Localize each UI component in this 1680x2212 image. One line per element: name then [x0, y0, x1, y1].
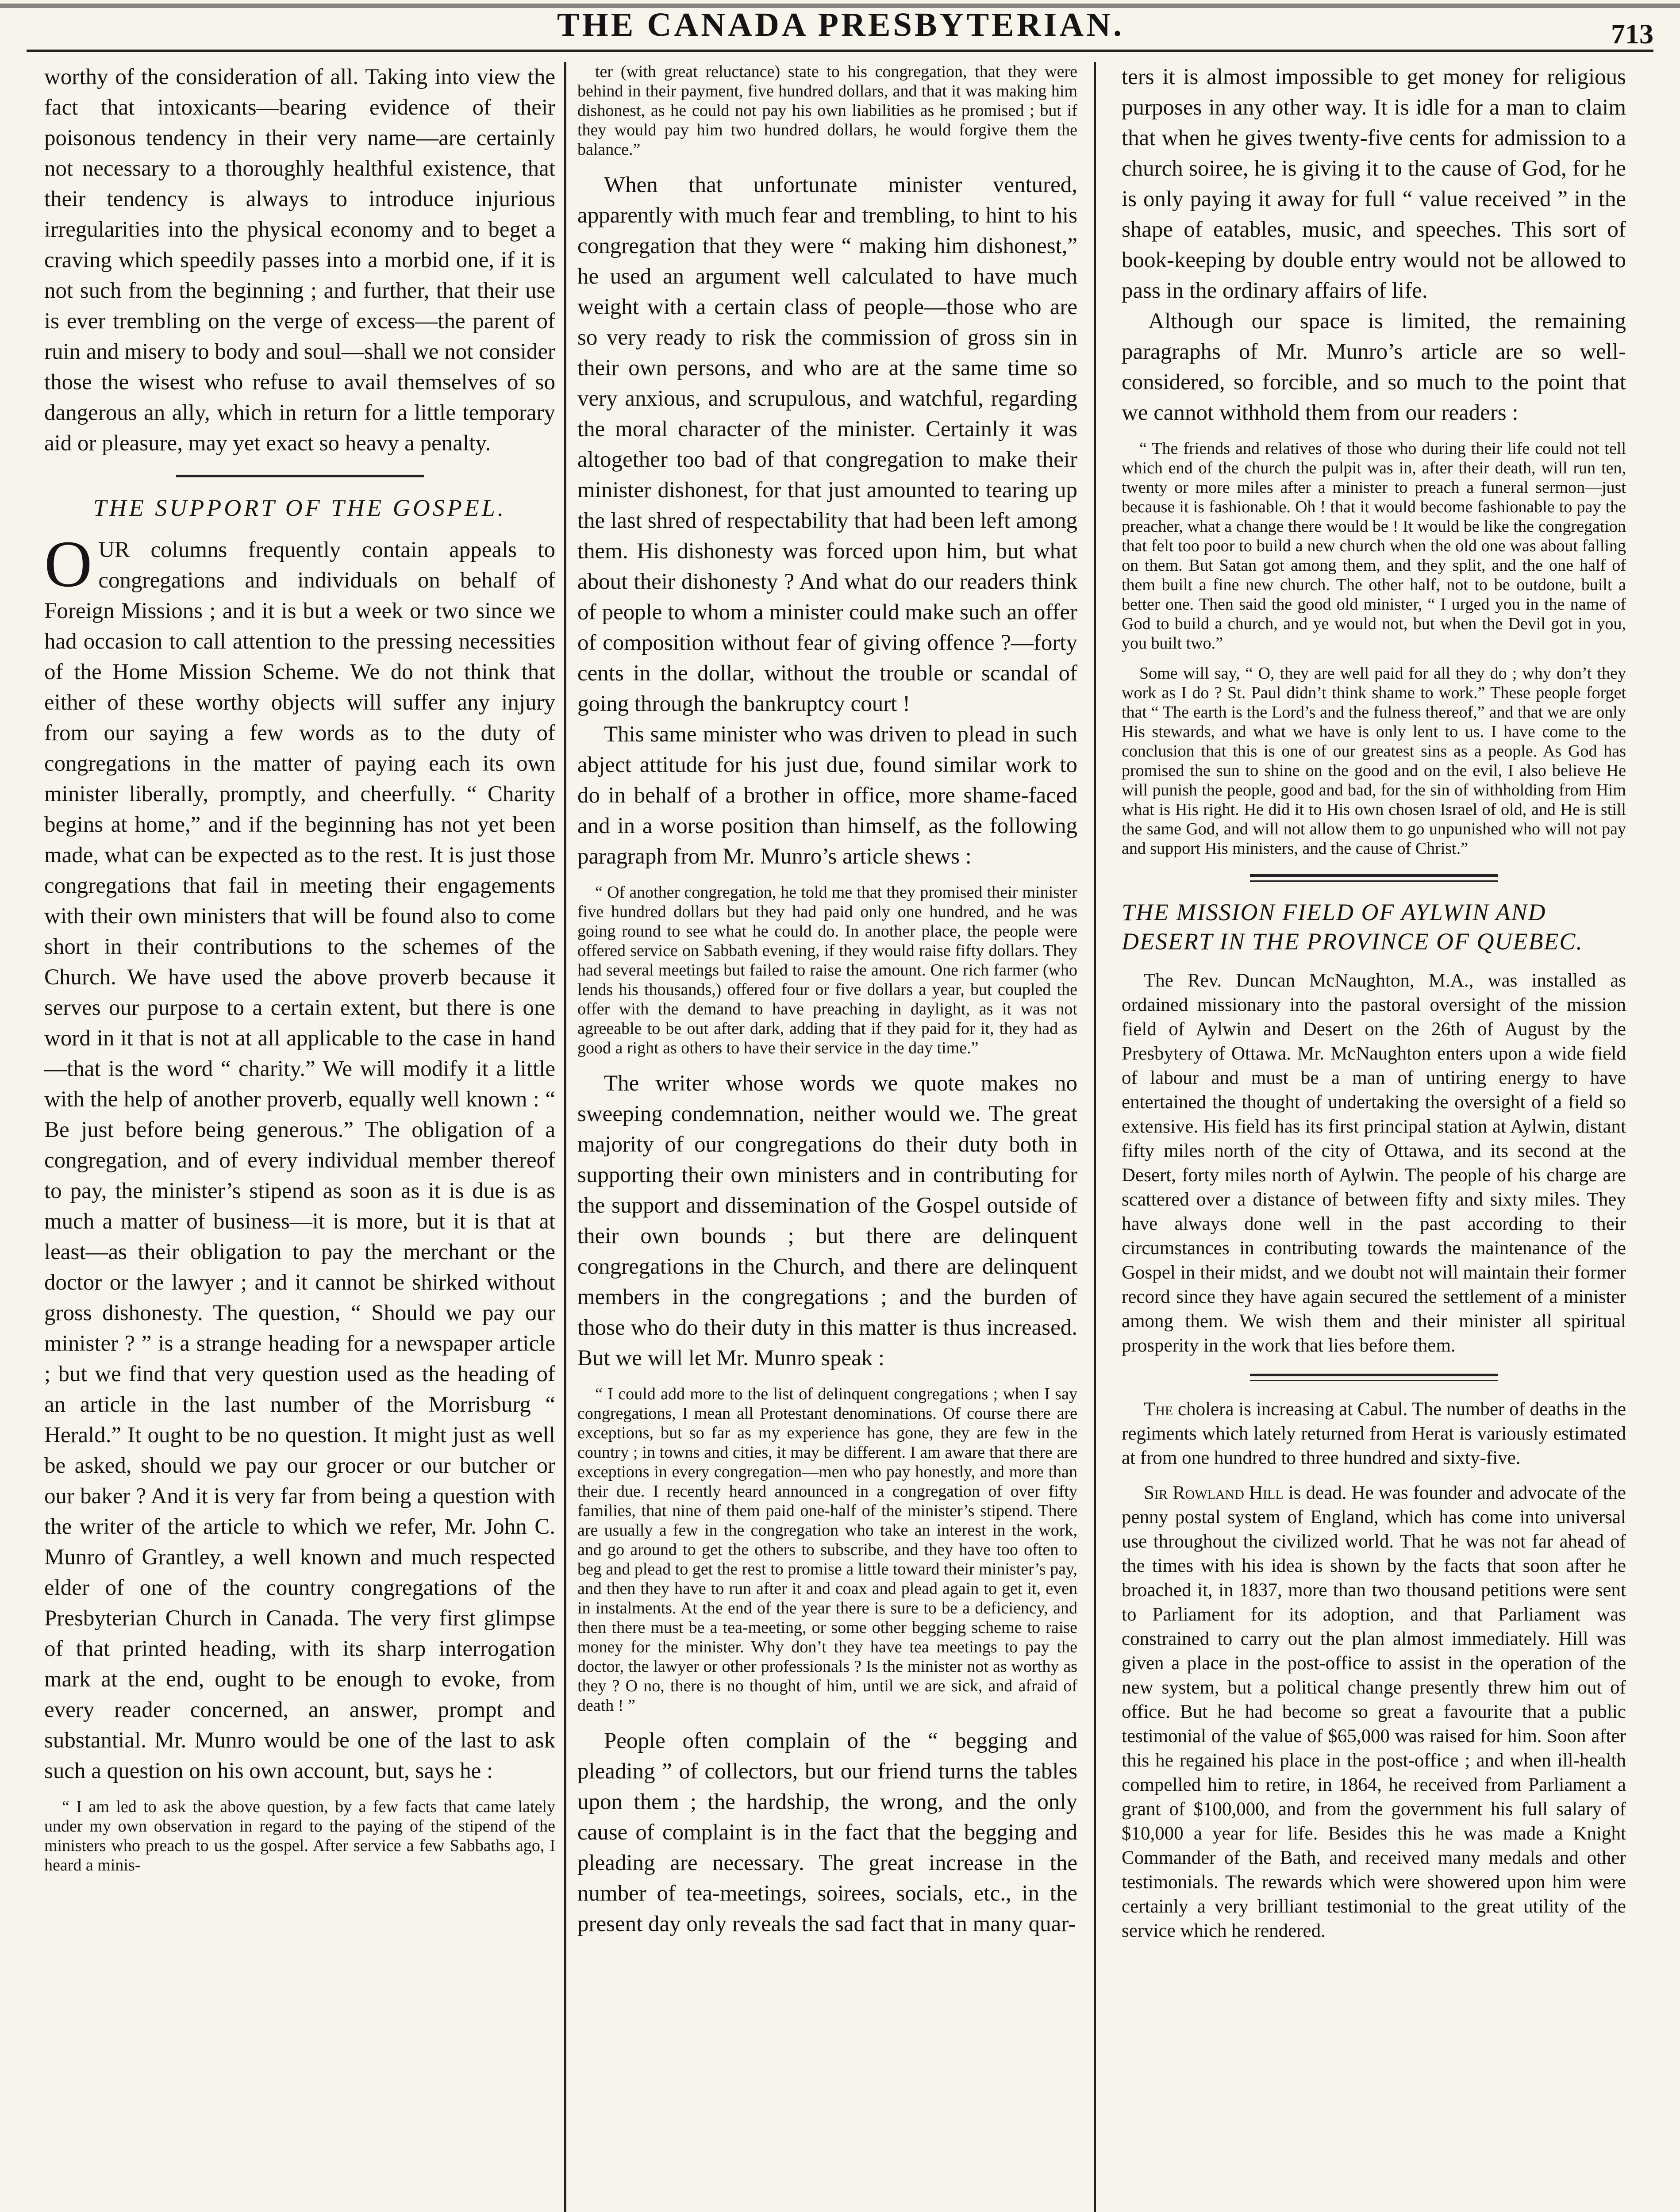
column-2: [577, 62, 1077, 2212]
paragraph: worthy of the consideration of all. Taking into view the fact that intoxicants—bearing evidence of their poisonous tendency in their very name—are certainly not necessary to a thoroughly healthful existence, that their tendency is always to introduce injurious irregularities into the physical economy and to beget a craving which speedily passes into a morbid one, if it is not such from the beginning ; and further, that their use is ever trembling on the verge of excess—the parent of ruin and misery to body and soul—shall we not consider those the wisest who refuse to avail themselves of so dangerous an ally, which in return for a little temporary aid or pleasure, may yet exact so heavy a penalty.: [44, 65, 555, 456]
column-divider: [1094, 62, 1096, 2212]
paragraph-text: UR columns frequently contain appeals to congregations and individuals on behalf of Foreign Missions ; and it is but a week or two since we had occasion to call attention to the pressing necessities of the Home Mission Scheme. We do not think that either of these worthy objects will suffer any injury from our saying a few words as to the duty of congregations in the matter of paying each its own minister liberally, promptly, and cheerfully. “ Charity begins at home,” and if the beginning has not yet been made, what can be expected as to the rest. It is just those congregations that fail in meeting their engagements with their own ministers that will be found also to come short in their contributions to the schemes of the Church. We have used the above proverb because it serves our purpose to a certain extent, but there is one word in it that is not at all applicable to the case in hand—that is the word “ charity.” We will modify it a little with the help of another proverb, equally well known : “ Be just before being generous.” The obligation of a congregation, and of every individual member thereof to pay, the minister’s stipend as soon as it is due is as much a matter of business—it is more, but it is that at least—as their obligation to pay the merchant or the doctor or the lawyer ; and it cannot be shirked without gross dishonesty. The question, “ Should we pay our minister ? ” is a strange heading for a newspaper article ; but we find that very question used as the heading of an article in the last number of the Morrisburg “ Herald.” It ought to be no question. It might just as well be asked, should we pay our grocer or our butcher or our baker ? And it is very far from being a question with the writer of the article to which we refer, Mr. John C. Munro of Grantley, a well known and much respected elder of one of the country congregations of the Presbyterian Church in Canada. The very first glimpse of that printed heading, with its sharp interrogation mark at the end, ought to be enough to evoke, from every reader concerned, an answer, prompt and substantial. Mr. Munro would be one of the last to ask such a question on his own account, but, says he :: [44, 538, 555, 1783]
drop-cap: O: [44, 527, 92, 601]
news-text: cholera is increasing at Cabul. The number of deaths in the regiments which lately returned from Herat is variously estimated at from one hundred to three hundred and sixty-five.: [1122, 1399, 1626, 1468]
paragraph: People often complain of the “ begging and pleading ” of collectors, but our friend turns the tables upon them ; the hardship, the wrong, and the only cause of complaint is in the fact that the begging and pleading are necessary. The great increase in the number of tea-meetings, soirees, socials, etc., in the present day only reveals the sad fact that in many quar-: [577, 1728, 1077, 1936]
page-number: 713: [1611, 18, 1653, 50]
newspaper-title: THE CANADA PRESBYTERIAN.: [557, 6, 1125, 43]
news-lead: Sir Rowland Hill: [1144, 1482, 1284, 1503]
column-3: [1122, 62, 1626, 2212]
quotation: Some will say, “ O, they are well paid for all they do ; why don’t they work as I do ? St. Paul didn’t think shame to work.” These people forget that “ The earth is the Lord’s and the fulness thereof,” and that we are only His stewards, and what we have is only lent to us. I have come to the conclusion that this is one of our greatest sins as a people. As God has promised the sun to shine on the good and on the evil, I also believe He will punish the people, good and bad, for the sin of withholding from Him what is His right. He did it to His own chosen Israel of old, and He is still the same God, and will not allow them to go unpunished who will not pay and support His ministers, and the cause of Christ.”: [1122, 664, 1626, 858]
section-separator: [1250, 1374, 1498, 1381]
news-item: [1122, 1481, 1626, 1943]
quotation: ter (with great reluctance) state to his congregation, that they were behind in their payment, five hundred dollars, and that it was making him dishonest, as he could not pay his own liabilities as he promised ; but if they would pay him two hundred dollars, he would forgive them the balance.”: [577, 62, 1077, 159]
column-1: [44, 62, 555, 2212]
column-divider: [564, 62, 566, 2212]
masthead: [0, 0, 1680, 66]
quotation: “ I could add more to the list of delinquent congregations ; when I say congregations, I mean all Protestant denominations. Of course there are exceptions, but so far as my experience has gone, they are few in the country ; in towns and cities, it may be different. I am aware that there are exceptions in every congregation—men who pay honestly, and more than their due. I recently heard announced in a congregation of over fifty families, that nine of them paid one-half of the minister’s stipend. There are usually a few in the congregation who take an interest in the work, and go around to get the others to subscribe, and they have too often to beg and plead to get the rest to promise a little toward their minister’s pay, and then they have to run after it and coax and plead again to get it, even in instalments. At the end of the year there is sure to be a deficiency, and then there must be a tea-meeting, or some other begging scheme to raise money for the minister. Why don’t they have tea meetings to pay the doctor, the lawyer or other professionals ? Is the minister not as worthy as they ? O no, there is no thought of him, until we are sick, and afraid of death ! ”: [577, 1385, 1077, 1715]
quotation: “ I am led to ask the above question, by a few facts that came lately under my own observation in regard to the paying of the stipend of the ministers who preach to us the gospel. After service a few Sabbaths ago, I heard a minis-: [44, 1797, 555, 1874]
section-separator: [176, 475, 424, 477]
section-separator: [1250, 874, 1498, 882]
quotation: “ The friends and relatives of those who during their life could not tell which end of the church the pulpit was in, after their death, will run ten, twenty or more miles after a minister to preach a funeral sermon—just because it is fashionable. Oh ! that it would become fashionable to pay the preacher, what a change there would be ! It would be like the congregation that felt too poor to build a new church when the old one was about falling on them. But Satan got among them, and they split, and the one half of them built a fine new church. The other half, not to be outdone, built a better one. Then said the good old minister, “ I urged you in the name of God to build a church, and ye would not, but when the Devil got in you, you built two.”: [1122, 439, 1626, 653]
article-heading: THE SUPPORT OF THE GOSPEL.: [93, 495, 507, 521]
paragraph: This same minister who was driven to plead in such abject attitude for his just due, found similar work to do in behalf of a brother in office, more shame-faced and in a worse position than himself, as the following paragraph from Mr. Munro’s article shews :: [577, 722, 1077, 869]
paragraph: The Rev. Duncan McNaughton, M.A., was installed as ordained missionary into the pastoral oversight of the mission field of Aylwin and Desert on the 26th of August by the Presbytery of Ottawa. Mr. McNaughton enters upon a wide field of labour and must be a man of untiring energy to have entertained the thought of undertaking the oversight of a field so extensive. His field has its first principal station at Aylwin, distant fifty miles north of the city of Ottawa, and its second at the Desert, forty miles north of Aylwin. The people of his charge are scattered over a distance of between fifty and sixty miles. They have always done well in the past according to their circumstances in contributing towards the maintenance of the Gospel in their midst, and we doubt not will maintain their former record since they have again secured the settlement of a minister among them. We wish them and their minister all spiritual prosperity in the work that lies before them.: [1122, 970, 1626, 1356]
paragraph: ters it is almost impossible to get money for religious purposes in any other way. It is idle for a man to claim that when he gives twenty-five cents for admission to a church soiree, he is giving it to the cause of God, for he is only paying it away for full “ value received ” in the shape of eatables, music, and speeches. This sort of book-keeping by double entry would not be allowed to pass in the ordinary affairs of life.: [1122, 65, 1626, 303]
paragraph: Although our space is limited, the remaining paragraphs of Mr. Munro’s article are so well-considered, so forcible, and so much to the point that we cannot withhold them from our readers :: [1122, 309, 1626, 425]
masthead-bottom-rule: [27, 50, 1653, 52]
news-lead: The: [1144, 1399, 1173, 1420]
quotation: “ Of another congregation, he told me that they promised their minister five hundred dollars but they had paid only one hundred, and he was going round to see what he could do. In another place, the people were offered service on Sabbath evening, if they would raise fifty dollars. They had several meetings but failed to raise the amount. One rich farmer (who lends his thousands,) offered four or five dollars a year, but coupled the offer with the demand to have preaching in daylight, as it was not agreeable to be out after dark, adding that if they paid for it, they had as good a right as others to have their service in the day time.”: [577, 883, 1077, 1057]
news-text: is dead. He was founder and advocate of the penny postal system of England, which has come into universal use throughout the civilized world. That he was not far ahead of the times with his idea is shown by the facts that soon after he broached it, in 1837, more than two thousand petitions were sent to Parliament for its adoption, and that Parliament was constrained to carry out the plan almost immediately. Hill was given a place in the post-office to assist in the operation of the new system, but a political change presently threw him out of office. But he had become so great a favourite that a public testimonial of the value of $65,000 was raised for him. Soon after this he regained his place in the post-office ; and when ill-health compelled him to retire, in 1864, he received from Parliament a grant of $100,000, and from the government his full salary of $10,000 a year for life. Besides this he was made a Knight Commander of the Bath, and received many medals and other testimonials. The rewards which were showered upon him were certainly a very brilliant testimonial to the great utility of the service which he rendered.: [1122, 1482, 1626, 1941]
paragraph: [44, 527, 555, 1786]
paragraph: When that unfortunate minister ventured, apparently with much fear and trembling, to hint to his congregation that they were “ making him dishonest,” he used an argument well calculated to have much weight with a certain class of people—those who are so very ready to risk the commission of gross sin in their own persons, and who are at the same time so very anxious, and scrupulous, and watchful, regarding the moral character of the minister. Certainly it was altogether too bad of that congregation to make their minister dishonest, for that just amounted to tearing up the last shred of respectability that had been left among them. His dishonesty was forced upon him, but what about their dishonesty ? And what do our readers think of people to whom a minister could make such an offer of composition without fear of giving offence ?—forty cents in the dollar, without the trouble or scandal of going through the bankruptcy court !: [577, 173, 1077, 716]
news-item: [1122, 1397, 1626, 1470]
article-heading: THE MISSION FIELD OF AYLWIN AND DESERT IN THE PROVINCE OF QUEBEC.: [1122, 899, 1583, 955]
paragraph: The writer whose words we quote makes no sweeping condemnation, neither would we. The great majority of our congregations do their duty both in supporting their own ministers and in contributing for the support and dissemination of the Gospel outside of their own bounds ; but there are delinquent congregations in the Church, and there are delinquent members in the congregations ; and the burden of those who do their duty in this matter is thus increased. But we will let Mr. Munro speak :: [577, 1071, 1077, 1371]
